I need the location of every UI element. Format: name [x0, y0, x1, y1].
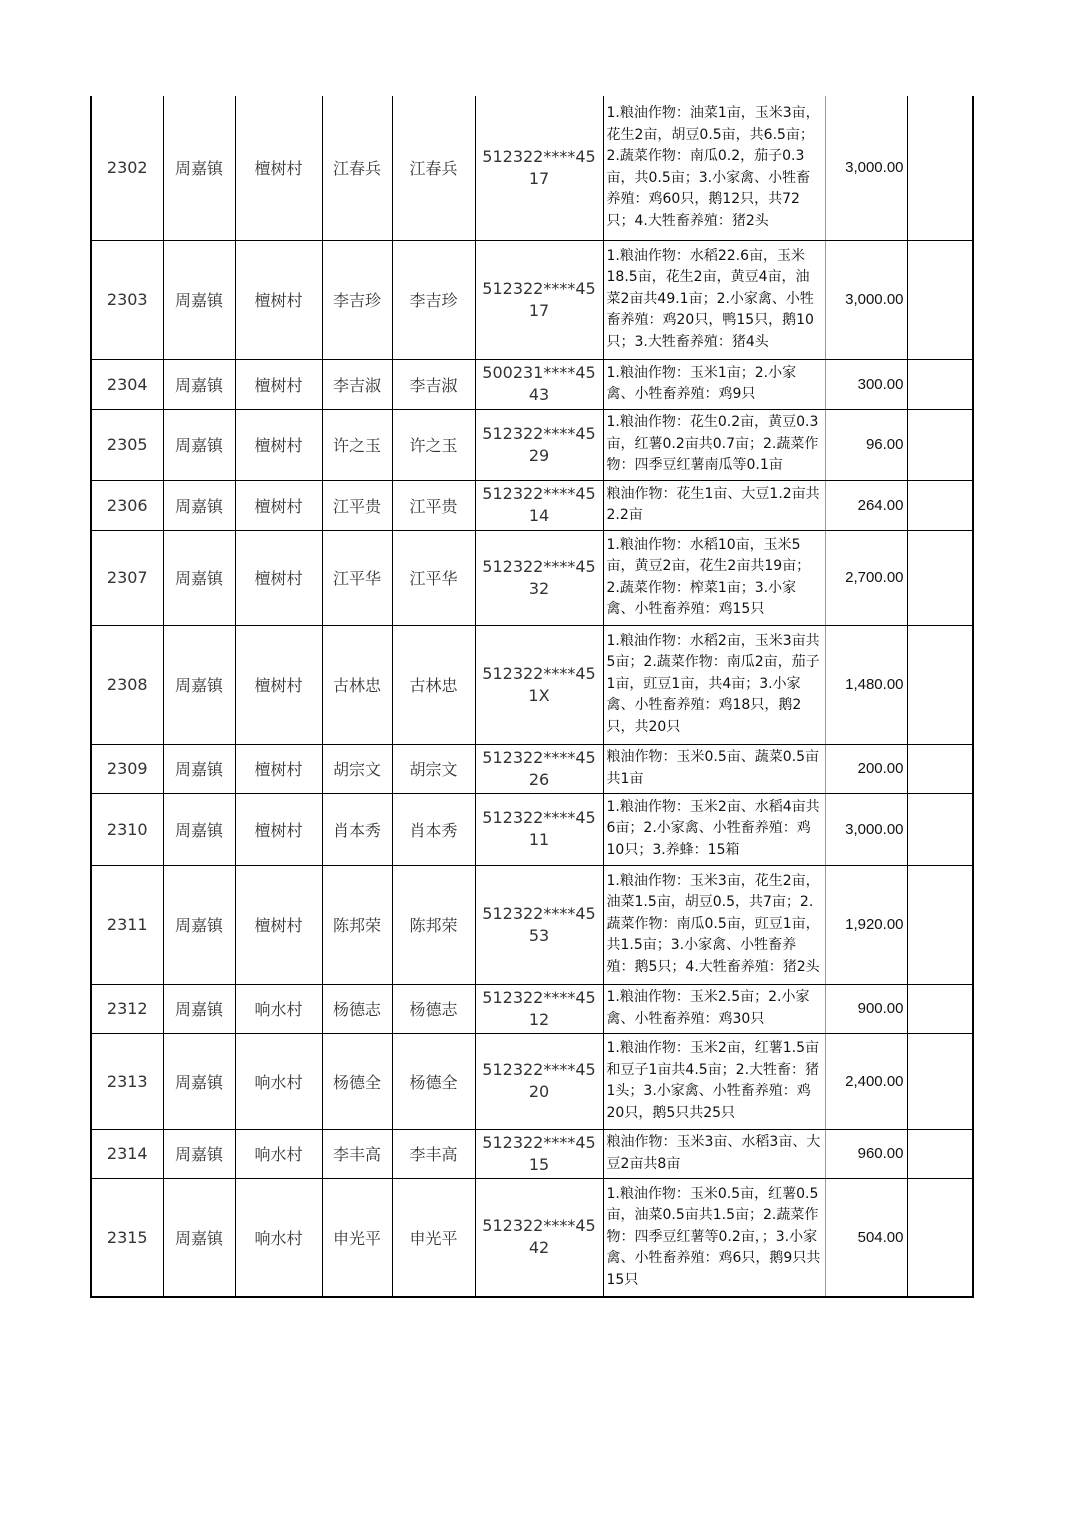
remarks-cell: [907, 480, 973, 530]
detail-text: 1.粮油作物：玉米2.5亩；2.小家禽、小牲畜养殖：鸡30只: [606, 989, 810, 1027]
payee-cell: 申光平: [392, 1178, 475, 1297]
town-cell: 周嘉镇: [163, 530, 235, 625]
village-cell: 响水村: [235, 1033, 322, 1129]
town-cell: 周嘉镇: [163, 793, 235, 865]
payee-cell: 李丰高: [392, 1129, 475, 1178]
town-cell: 周嘉镇: [163, 1178, 235, 1297]
row-number-cell: 2309: [91, 744, 163, 793]
town-cell: 周嘉镇: [163, 744, 235, 793]
detail-cell: [603, 96, 825, 240]
table-row: [91, 96, 973, 240]
id-number-cell: 512322****4515: [475, 1129, 603, 1178]
row-number-cell: 2311: [91, 865, 163, 984]
table-row: [91, 793, 973, 865]
remarks-cell: [907, 96, 973, 240]
detail-cell: [603, 409, 825, 480]
name-cell: 江春兵: [322, 96, 392, 240]
remarks-cell: [907, 530, 973, 625]
remarks-cell: [907, 1129, 973, 1178]
table-row: [91, 865, 973, 984]
table-row: [91, 1033, 973, 1129]
village-cell: 檀树村: [235, 625, 322, 744]
village-cell: 檀树村: [235, 240, 322, 359]
id-number-cell: 512322****4520: [475, 1033, 603, 1129]
detail-cell: [603, 1178, 825, 1297]
payee-cell: 李吉珍: [392, 240, 475, 359]
detail-text: 1.粮油作物：油菜1亩，玉米3亩，花生2亩，胡豆0.5亩，共6.5亩；2.蔬菜作物：南瓜0.2，茄子0.3亩，共0.5亩；3.小家禽、小牲畜养殖：鸡60只，鹅12只，共72只；4.大牲畜养殖：猪2头: [606, 105, 820, 229]
detail-cell: [603, 744, 825, 793]
town-cell: 周嘉镇: [163, 409, 235, 480]
id-number-cell: 512322****4517: [475, 240, 603, 359]
village-cell: 檀树村: [235, 480, 322, 530]
amount-cell: 504.00: [825, 1178, 907, 1297]
town-cell: 周嘉镇: [163, 865, 235, 984]
town-cell: 周嘉镇: [163, 240, 235, 359]
remarks-cell: [907, 793, 973, 865]
detail-cell: [603, 625, 825, 744]
table-row: [91, 530, 973, 625]
detail-cell: [603, 865, 825, 984]
id-number-cell: 512322****4517: [475, 96, 603, 240]
amount-cell: 264.00: [825, 480, 907, 530]
detail-cell: [603, 359, 825, 409]
name-cell: 李吉淑: [322, 359, 392, 409]
name-cell: 申光平: [322, 1178, 392, 1297]
payee-cell: 肖本秀: [392, 793, 475, 865]
detail-cell: [603, 984, 825, 1033]
payee-cell: 江平华: [392, 530, 475, 625]
id-number-cell: 512322****4512: [475, 984, 603, 1033]
payee-cell: 古林忠: [392, 625, 475, 744]
id-number-cell: 512322****4514: [475, 480, 603, 530]
town-cell: 周嘉镇: [163, 984, 235, 1033]
payee-cell: 江平贵: [392, 480, 475, 530]
id-number-cell: 512322****4511: [475, 793, 603, 865]
remarks-cell: [907, 984, 973, 1033]
row-number-cell: 2303: [91, 240, 163, 359]
village-cell: 檀树村: [235, 409, 322, 480]
village-cell: 响水村: [235, 1129, 322, 1178]
detail-text: 粮油作物：花生1亩、大豆1.2亩共2.2亩: [606, 485, 820, 523]
name-cell: 江平贵: [322, 480, 392, 530]
amount-cell: 96.00: [825, 409, 907, 480]
payee-cell: 江春兵: [392, 96, 475, 240]
remarks-cell: [907, 625, 973, 744]
detail-cell: [603, 1129, 825, 1178]
remarks-cell: [907, 409, 973, 480]
detail-text: 1.粮油作物：玉米0.5亩，红薯0.5亩，油菜0.5亩共1.5亩；2.蔬菜作物：四季豆红薯等0.2亩，；3.小家禽、小牲畜养殖：鸡6只，鹅9只共15只: [606, 1185, 821, 1288]
amount-cell: 200.00: [825, 744, 907, 793]
payee-cell: 杨德全: [392, 1033, 475, 1129]
amount-cell: 3,000.00: [825, 96, 907, 240]
row-number-cell: 2313: [91, 1033, 163, 1129]
row-number-cell: 2312: [91, 984, 163, 1033]
town-cell: 周嘉镇: [163, 480, 235, 530]
village-cell: 檀树村: [235, 530, 322, 625]
name-cell: 江平华: [322, 530, 392, 625]
row-number-cell: 2307: [91, 530, 163, 625]
id-number-cell: 512322****4532: [475, 530, 603, 625]
amount-cell: 3,000.00: [825, 793, 907, 865]
row-number-cell: 2306: [91, 480, 163, 530]
town-cell: 周嘉镇: [163, 625, 235, 744]
id-number-cell: 512322****4529: [475, 409, 603, 480]
name-cell: 杨德全: [322, 1033, 392, 1129]
name-cell: 肖本秀: [322, 793, 392, 865]
table-row: [91, 1129, 973, 1178]
row-number-cell: 2305: [91, 409, 163, 480]
remarks-cell: [907, 1033, 973, 1129]
detail-cell: [603, 480, 825, 530]
table-row: [91, 409, 973, 480]
table-row: [91, 625, 973, 744]
town-cell: 周嘉镇: [163, 1033, 235, 1129]
detail-text: 1.粮油作物：玉米3亩，花生2亩，油菜1.5亩，胡豆0.5，共7亩；2.蔬菜作物：南瓜0.5亩，豇豆1亩，共1.5亩；3.小家禽、小牲畜养殖：鹅5只；4.大牲畜养殖：猪2头: [606, 872, 820, 975]
village-cell: 檀树村: [235, 96, 322, 240]
detail-cell: [603, 793, 825, 865]
name-cell: 陈邦荣: [322, 865, 392, 984]
remarks-cell: [907, 744, 973, 793]
id-number-cell: 512322****451X: [475, 625, 603, 744]
table-row: [91, 359, 973, 409]
detail-text: 1.粮油作物：水稻10亩，玉米5亩，黄豆2亩，花生2亩共19亩；2.蔬菜作物：榨菜1亩；3.小家禽、小牲畜养殖：鸡15只: [606, 536, 811, 617]
detail-text: 粮油作物：玉米0.5亩、蔬菜0.5亩共1亩: [606, 749, 820, 787]
amount-cell: 1,480.00: [825, 625, 907, 744]
detail-text: 1.粮油作物：玉米2亩、水稻4亩共6亩；2.小家禽、小牲畜养殖：鸡10只；3.养蜂：15箱: [606, 798, 820, 858]
village-cell: 响水村: [235, 1178, 322, 1297]
detail-text: 1.粮油作物：玉米1亩；2.小家禽、小牲畜养殖：鸡9只: [606, 364, 797, 402]
id-number-cell: 512322****4553: [475, 865, 603, 984]
amount-cell: 300.00: [825, 359, 907, 409]
row-number-cell: 2310: [91, 793, 163, 865]
detail-cell: [603, 530, 825, 625]
amount-cell: 2,400.00: [825, 1033, 907, 1129]
town-cell: 周嘉镇: [163, 1129, 235, 1178]
payee-cell: 许之玉: [392, 409, 475, 480]
amount-cell: 3,000.00: [825, 240, 907, 359]
table-row: [91, 984, 973, 1033]
detail-text: 1.粮油作物：花生0.2亩，黄豆0.3亩，红薯0.2亩共0.7亩；2.蔬菜作物：四季豆红薯南瓜等0.1亩: [606, 414, 819, 474]
table-row: [91, 240, 973, 359]
id-number-cell: 500231****4543: [475, 359, 603, 409]
remarks-cell: [907, 865, 973, 984]
name-cell: 胡宗文: [322, 744, 392, 793]
detail-text: 1.粮油作物：水稻2亩，玉米3亩共5亩；2.蔬菜作物：南瓜2亩，茄子1亩，豇豆1亩，共4亩；3.小家禽、小牲畜养殖：鸡18只，鹅2只，共20只: [606, 632, 820, 735]
table-row: [91, 1178, 973, 1297]
subsidy-table: [90, 96, 974, 1298]
remarks-cell: [907, 240, 973, 359]
row-number-cell: 2304: [91, 359, 163, 409]
table-row: [91, 480, 973, 530]
village-cell: 檀树村: [235, 865, 322, 984]
amount-cell: 2,700.00: [825, 530, 907, 625]
village-cell: 檀树村: [235, 359, 322, 409]
row-number-cell: 2314: [91, 1129, 163, 1178]
remarks-cell: [907, 1178, 973, 1297]
name-cell: 古林忠: [322, 625, 392, 744]
name-cell: 许之玉: [322, 409, 392, 480]
detail-text: 1.粮油作物：水稻22.6亩，玉米18.5亩，花生2亩，黄豆4亩，油菜2亩共49.1亩；2.小家禽、小牲畜养殖：鸡20只，鸭15只，鹅10只；3.大牲畜养殖：猪4头: [606, 247, 814, 350]
remarks-cell: [907, 359, 973, 409]
detail-cell: [603, 1033, 825, 1129]
payee-cell: 陈邦荣: [392, 865, 475, 984]
village-cell: 檀树村: [235, 744, 322, 793]
amount-cell: 960.00: [825, 1129, 907, 1178]
payee-cell: 杨德志: [392, 984, 475, 1033]
row-number-cell: 2302: [91, 96, 163, 240]
name-cell: 杨德志: [322, 984, 392, 1033]
town-cell: 周嘉镇: [163, 359, 235, 409]
amount-cell: 900.00: [825, 984, 907, 1033]
table-row: [91, 744, 973, 793]
detail-text: 粮油作物：玉米3亩、水稻3亩、大豆2亩共8亩: [606, 1134, 821, 1172]
row-number-cell: 2315: [91, 1178, 163, 1297]
village-cell: 檀树村: [235, 793, 322, 865]
detail-text: 1.粮油作物：玉米2亩，红薯1.5亩和豆子1亩共4.5亩；2.大牲畜：猪1头；3.小家禽、小牲畜养殖：鸡20只，鹅5只共25只: [606, 1040, 820, 1121]
row-number-cell: 2308: [91, 625, 163, 744]
town-cell: 周嘉镇: [163, 96, 235, 240]
payee-cell: 李吉淑: [392, 359, 475, 409]
payee-cell: 胡宗文: [392, 744, 475, 793]
village-cell: 响水村: [235, 984, 322, 1033]
name-cell: 李吉珍: [322, 240, 392, 359]
name-cell: 李丰高: [322, 1129, 392, 1178]
id-number-cell: 512322****4526: [475, 744, 603, 793]
detail-cell: [603, 240, 825, 359]
id-number-cell: 512322****4542: [475, 1178, 603, 1297]
amount-cell: 1,920.00: [825, 865, 907, 984]
table-body: [91, 96, 973, 1297]
